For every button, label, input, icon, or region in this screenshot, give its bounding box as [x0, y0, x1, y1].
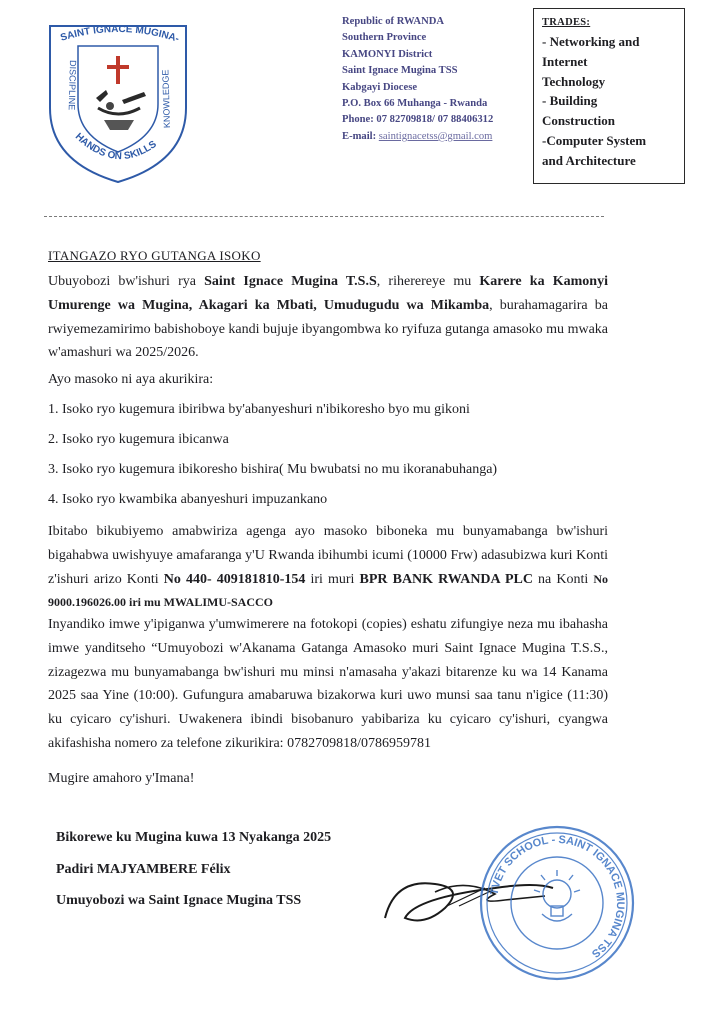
school-address [342, 14, 532, 145]
email-link[interactable]: saintignacetss@gmail.com [378, 130, 493, 142]
payment-paragraph [48, 520, 608, 615]
account-number: No 440- 409181810-154 [163, 571, 306, 587]
header-divider [44, 216, 604, 217]
list-intro: Ayo masoko ni aya akurikira: [48, 372, 214, 387]
place-date: Bikorewe ku Mugina kuwa 13 Nyakanga 2025 [56, 830, 332, 845]
trade-line: -Computer System [542, 132, 647, 148]
submission-paragraph: Inyandiko imwe y'ipiganwa y'umwimerere na fotokopi (copies) eshatu zifungiye neza mu ibahasha imwe yanditseho “Umuyobozi w'Akanama Gatanga Amasoko muri Saint Ignace Mugina T.S.S., zizagezwa mu bunyamabanga bw'ishuri mu minsi n'amasaha y'akazi bitarenze ku wa 14 Kanama 2025 saa Yine (10:00). Gufungura amabaruwa bizakorwa kuri uwo munsi saa tanu n'igice (11:30) ku cyicaro cy'ishuri. Uwakenera ibindi bisobanuro yabibariza ku cyicaro cy'ishuri, cyangwa akifashisha nomero za telefone zikurikira: 0782709818/0786959781 [48, 617, 608, 751]
trade-line: - Networking and [542, 34, 640, 49]
list-item: 3. Isoko ryo kugemura ibikoresho bishira( Mu bwubatsi no mu ikoranabuhanga) [48, 462, 498, 477]
logo-right-text: KNOWLEDGE [160, 69, 172, 129]
school-name: Saint Ignace Mugina T.S.S [204, 274, 377, 289]
school-line: Saint Ignace Mugina TSS [342, 65, 458, 77]
province-line: Southern Province [342, 32, 427, 44]
bank-name: BPR BANK RWANDA PLC [359, 571, 533, 587]
trade-line: Internet [542, 53, 588, 69]
official-stamp [472, 818, 642, 988]
emblem-icon [534, 870, 580, 921]
payment-text: Ibitabo bikubiyemo amabwiriza agenga ayo masoko biboneka mu bunyamabanga bw'ishuri bigahabwa uwishyuye amafaranga y'U Rwanda ibihumbi icumi (10000 Frw) adasubizwa kuri Konti z'ishuri arizo Konti [48, 524, 608, 587]
school-logo [44, 16, 192, 186]
trade-line: and Architecture [542, 152, 636, 168]
list-item: 2. Isoko ryo kugemura ibicanwa [48, 432, 229, 447]
logo-top-text: SAINT IGNACE MUGINA- [59, 23, 181, 45]
closing-line: Mugire amahoro y'Imana! [48, 771, 195, 786]
intro-text: Ubuyobozi bw'ishuri rya [48, 274, 205, 289]
country-line: Republic of RWANDA [342, 16, 445, 27]
stamp-ring-text: TVET SCHOOL - SAINT IGNACE MUGINA TSS [488, 833, 627, 960]
phone-line: Phone: 07 82709818/ 07 88406312 [342, 114, 494, 126]
email-label: E-mail: [342, 130, 377, 142]
account-number: No 9000.196026.00 iri mu MWALIMU-SACCO [48, 571, 609, 610]
trades-title: TRADES: [542, 17, 591, 28]
payment-text: na Konti [532, 571, 594, 587]
intro-text: , burahamagarira ba rwiyemezamirimo babishoboye kandi bujuje ibyangombwa ko ryifuza gutanga amasoko mu mwaka w'amashuri wa 2025/2026. [48, 297, 608, 361]
signatory-name: Padiri MAJYAMBERE Félix [56, 862, 231, 877]
trades-box [533, 8, 685, 184]
trade-line: Technology [542, 73, 606, 89]
intro-text: , riherereye mu [376, 274, 480, 289]
list-item: 1. Isoko ryo kugemura ibiribwa by'abanyeshuri n'ibikoresho byo mu gikoni [48, 402, 470, 417]
location-text: Karere ka Kamonyi Umurenge wa Mugina, Akagari ka Mbati, Umudugudu wa Mikamba [48, 274, 608, 313]
po-box-line: P.O. Box 66 Muhanga - Rwanda [342, 98, 488, 110]
district-line: KAMONYI District [342, 48, 433, 60]
logo-bottom-text: HANDS ON SKILLS [72, 131, 159, 163]
email-line [342, 129, 532, 145]
intro-paragraph [48, 270, 608, 365]
diocese-line: Kabgayi Diocese [342, 81, 418, 93]
logo-left-text: DISCIPLINE [66, 59, 78, 111]
payment-text: iri muri [305, 571, 360, 587]
signatory-role: Umuyobozi wa Saint Ignace Mugina TSS [56, 893, 302, 908]
list-item: 4. Isoko ryo kwambika abanyeshuri impuzankano [48, 492, 328, 507]
notice-title: ITANGAZO RYO GUTANGA ISOKO [48, 248, 261, 263]
trade-line: - Building [542, 93, 598, 109]
trade-line: Construction [542, 113, 615, 129]
